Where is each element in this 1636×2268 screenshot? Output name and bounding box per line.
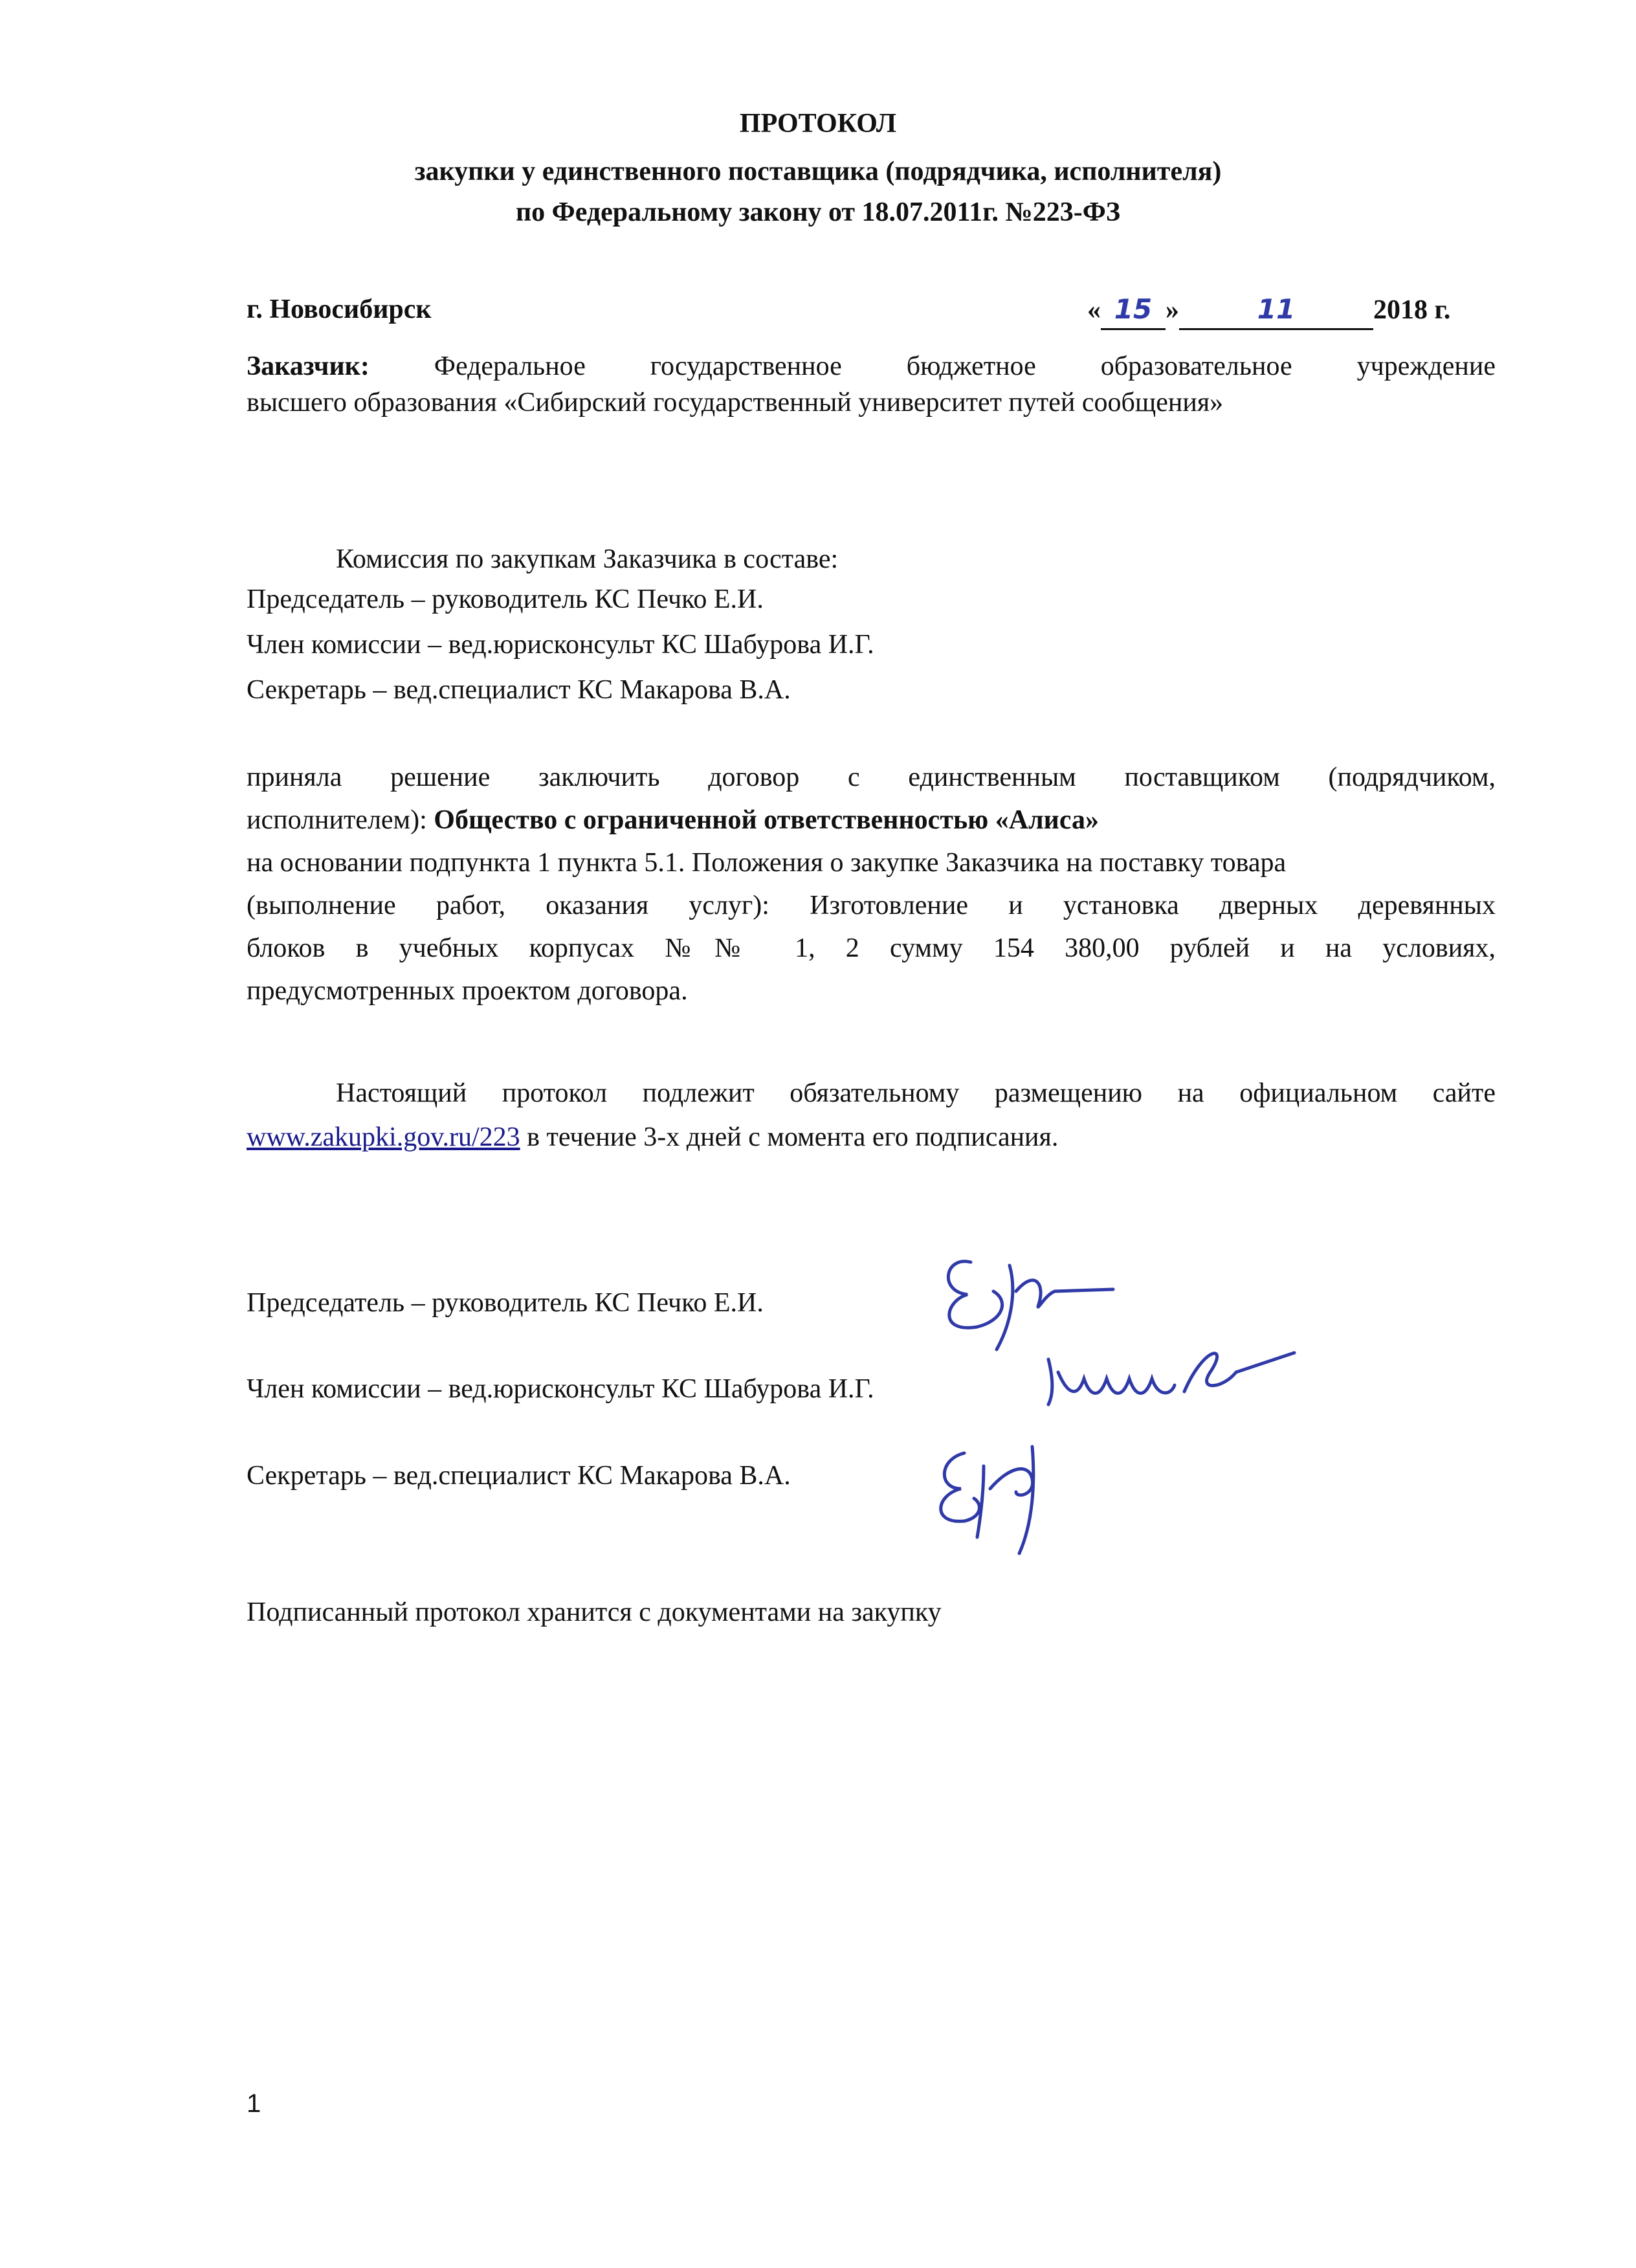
- commission-heading: Комиссия по закупкам Заказчика в составе:: [336, 544, 839, 574]
- doc-subtitle-2: по Федеральному закону от 18.07.2011г. №223-ФЗ: [515, 197, 1120, 227]
- customer-label: Заказчик:: [247, 351, 370, 381]
- commission-member-3: Секретарь – вед.специалист КС Макарова В.А.: [247, 675, 791, 705]
- sign-line-secretary: Секретарь – вед.специалист КС Макарова В.А.: [247, 1461, 791, 1491]
- signature-member: [1035, 1333, 1307, 1418]
- storage-note: Подписанный протокол хранится с документами на закупку: [247, 1597, 942, 1627]
- doc-date: « 15 » 11 2018 г.: [1087, 291, 1450, 330]
- zakupki-link[interactable]: www.zakupki.gov.ru/223: [247, 1122, 520, 1152]
- customer-block: Заказчик: Федеральное государственное бюджетное образовательное учреждение высшего образования «Сибирский государственный университет путей сообщения»: [247, 351, 1496, 417]
- commission-member-1: Председатель – руководитель КС Печко Е.И.: [247, 584, 764, 614]
- decision-block: приняла решение заключить договор с единственным поставщиком (подрядчиком, исполнителем): Общество с ограниченной ответственностью «Алиса» на основании подпункта 1 пункта 5.1. Положения о закупке Заказчика на поставку товара (выполнение работ, оказания услуг): Изготовление и установка дверных деревянных блоков в учебных корпусах №№ 1, 2 сумму 154 380,00 рублей и на условиях, предусмотренных проектом договора.: [247, 762, 1496, 1006]
- date-day: 15: [1114, 293, 1153, 325]
- supplier-name: Общество с ограниченной ответственностью «Алиса»: [434, 805, 1100, 835]
- sign-line-chairman: Председатель – руководитель КС Печко Е.И.: [247, 1288, 764, 1318]
- date-year: 2018 г.: [1373, 295, 1451, 325]
- signature-secretary: [919, 1427, 1087, 1557]
- doc-subtitle-1: закупки у единственного поставщика (подрядчика, исполнителя): [414, 157, 1222, 186]
- city: г. Новосибирск: [247, 295, 432, 324]
- publication-block: Настоящий протокол подлежит обязательному размещению на официальном сайте www.zakupki.gov.ru/223 в течение 3-х дней с момента его подписания.: [247, 1078, 1496, 1152]
- commission-member-2: Член комиссии – вед.юрисконсульт КС Шабурова И.Г.: [247, 630, 874, 660]
- doc-title: ПРОТОКОЛ: [739, 109, 897, 139]
- date-month: 11: [1257, 293, 1296, 325]
- sign-line-member: Член комиссии – вед.юрисконсульт КС Шабурова И.Г.: [247, 1374, 874, 1404]
- page-number: 1: [247, 2089, 261, 2118]
